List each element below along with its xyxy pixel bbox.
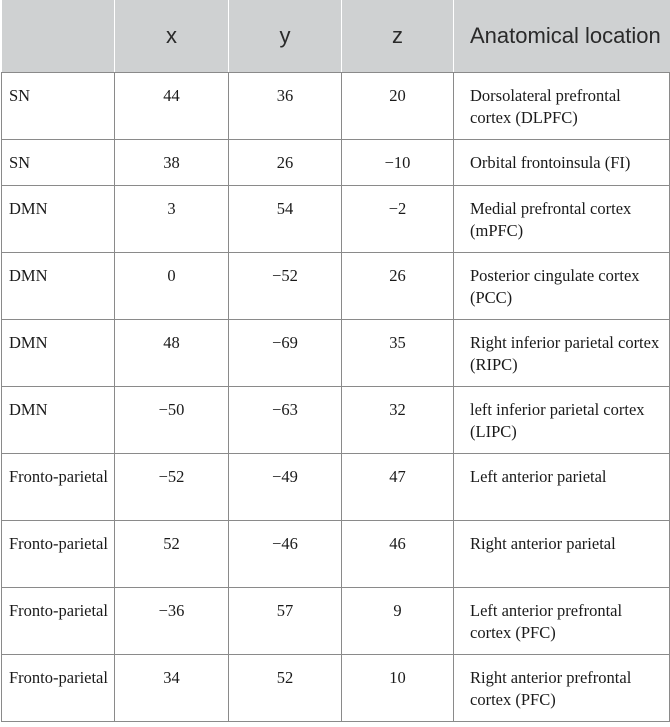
cell-x: 48 (115, 320, 229, 387)
cell-location: Dorsolateral prefrontal cortex (DLPFC) (454, 73, 670, 140)
cell-network: SN (2, 73, 115, 140)
table-row (2, 253, 670, 320)
cell-location: Right anterior prefrontal cortex (PFC) (454, 655, 670, 722)
cell-x: 0 (115, 253, 229, 320)
table-row (2, 73, 670, 140)
table-row (2, 454, 670, 521)
cell-z: −10 (342, 140, 454, 186)
cell-location: Orbital frontoinsula (FI) (454, 140, 670, 186)
cell-location: Medial prefrontal cortex (mPFC) (454, 186, 670, 253)
cell-x: 44 (115, 73, 229, 140)
cell-y: 57 (229, 588, 342, 655)
cell-network: Fronto-parietal (2, 454, 115, 521)
cell-y: −63 (229, 387, 342, 454)
cell-z: 10 (342, 655, 454, 722)
table-row (2, 655, 670, 722)
table-row (2, 186, 670, 253)
cell-z: −2 (342, 186, 454, 253)
cell-x: 3 (115, 186, 229, 253)
cell-location: Left anterior parietal (454, 454, 670, 521)
cell-y: −69 (229, 320, 342, 387)
header-z: z (342, 0, 454, 73)
cell-network: DMN (2, 320, 115, 387)
cell-x: 38 (115, 140, 229, 186)
cell-location: Right inferior parietal cortex (RIPC) (454, 320, 670, 387)
cell-y: −49 (229, 454, 342, 521)
cell-network: DMN (2, 186, 115, 253)
cell-x: −36 (115, 588, 229, 655)
cell-x: −52 (115, 454, 229, 521)
cell-x: 52 (115, 521, 229, 588)
cell-z: 47 (342, 454, 454, 521)
cell-y: −52 (229, 253, 342, 320)
cell-network: Fronto-parietal (2, 521, 115, 588)
header-y: y (229, 0, 342, 73)
cell-z: 46 (342, 521, 454, 588)
cell-location: Posterior cingulate cortex (PCC) (454, 253, 670, 320)
table-header (2, 0, 670, 73)
cell-location: Right anterior parietal (454, 521, 670, 588)
table-row (2, 387, 670, 454)
header-network (2, 0, 115, 73)
cell-network: Fronto-parietal (2, 588, 115, 655)
cell-z: 35 (342, 320, 454, 387)
cell-y: −46 (229, 521, 342, 588)
cell-location: left inferior parietal cortex (LIPC) (454, 387, 670, 454)
header-location: Anatomical location (454, 0, 670, 73)
cell-network: DMN (2, 253, 115, 320)
cell-location: Left anterior prefrontal cortex (PFC) (454, 588, 670, 655)
cell-network: Fronto-parietal (2, 655, 115, 722)
cell-z: 32 (342, 387, 454, 454)
cell-y: 54 (229, 186, 342, 253)
cell-z: 26 (342, 253, 454, 320)
table-row (2, 320, 670, 387)
cell-z: 20 (342, 73, 454, 140)
cell-x: 34 (115, 655, 229, 722)
header-x: x (115, 0, 229, 73)
table-row (2, 588, 670, 655)
cell-z: 9 (342, 588, 454, 655)
table-row (2, 521, 670, 588)
cell-y: 36 (229, 73, 342, 140)
cell-network: DMN (2, 387, 115, 454)
cell-y: 52 (229, 655, 342, 722)
coordinates-table (1, 0, 670, 722)
cell-x: −50 (115, 387, 229, 454)
table-row (2, 140, 670, 186)
cell-y: 26 (229, 140, 342, 186)
cell-network: SN (2, 140, 115, 186)
